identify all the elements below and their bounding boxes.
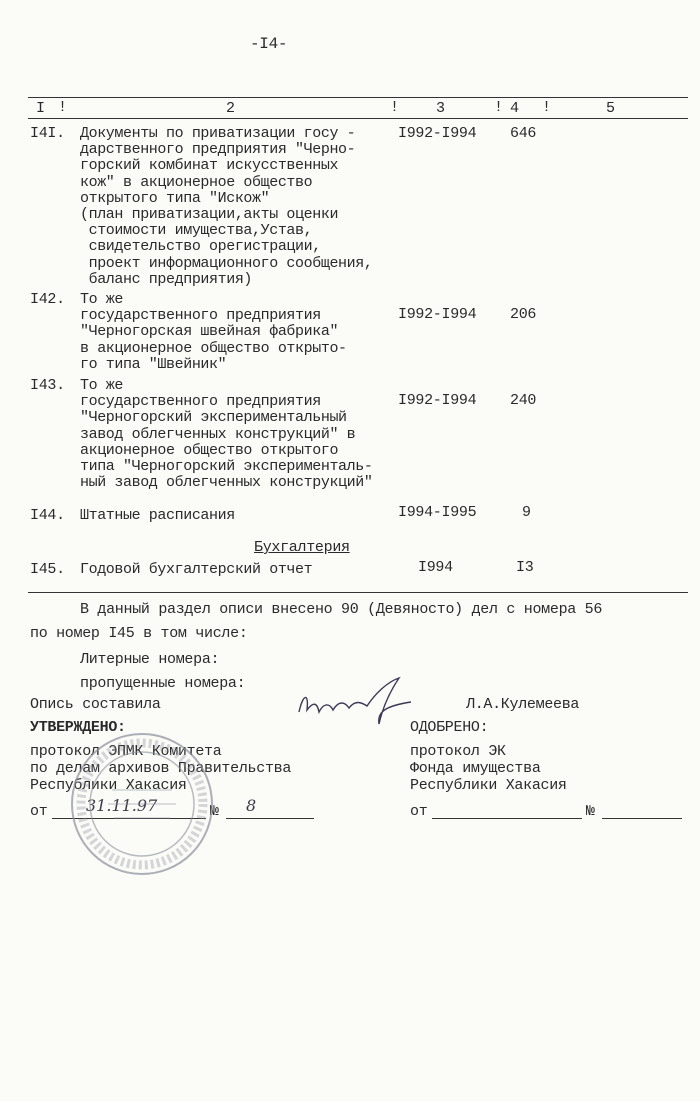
row-description — [80, 508, 235, 524]
desc-line: То же — [80, 291, 124, 308]
desc-line: "Черногорская швейная фабрика" — [80, 323, 339, 341]
column-header-2: 2 — [226, 100, 236, 117]
header-bottom-rule — [28, 118, 688, 119]
row-years: I994 — [418, 559, 453, 576]
desc-line: баланс предприятия) — [80, 270, 253, 288]
section-title: Бухгалтерия — [254, 539, 350, 556]
desc-line: государственного предприятия — [80, 393, 321, 411]
endorsed-label: ОДОБРЕНО: — [410, 719, 489, 736]
desc-line: Годовой бухгалтерский отчет — [80, 561, 313, 578]
approved-line: Республики Хакасия — [30, 777, 187, 794]
column-header-5: 5 — [606, 100, 616, 117]
row-number: I4I. — [30, 125, 65, 142]
desc-line: завод облегченных конструкций" в — [80, 425, 356, 443]
desc-line: типа "Черногорский эксперименталь- — [80, 458, 373, 476]
approved-no-line — [226, 802, 314, 819]
desc-line: Штатные расписания — [80, 507, 235, 524]
endorsed-line: протокол ЭК — [410, 743, 506, 760]
round-stamp-icon — [68, 730, 216, 878]
summary-line: по номер I45 в том числе: — [30, 625, 248, 642]
page-number: -I4- — [250, 35, 288, 53]
header-top-rule — [28, 97, 688, 98]
column-header-1: I — [36, 100, 46, 117]
row-years: I994-I995 — [398, 504, 477, 521]
desc-line: кож" в акционерное общество — [80, 173, 313, 191]
desc-line: государственного предприятия — [80, 307, 321, 325]
row-years: I992-I994 — [398, 125, 477, 142]
approved-date-prefix: от — [30, 803, 48, 820]
approved-label: УТВЕРЖДЕНО: — [30, 719, 126, 736]
row-description — [80, 562, 312, 578]
row-count: 646 — [510, 125, 537, 142]
endorsed-line: Республики Хакасия — [410, 777, 567, 794]
endorsed-date-prefix: от — [410, 803, 428, 820]
approved-no: 8 — [246, 796, 257, 815]
endorsed-line: Фонда имущества — [410, 760, 541, 777]
row-number: I42. — [30, 291, 65, 308]
endorsed-date-line — [432, 802, 582, 819]
table-bottom-rule — [28, 592, 688, 593]
column-separator: ! — [390, 99, 400, 116]
row-description — [80, 292, 347, 373]
row-years: I992-I994 — [398, 392, 477, 409]
desc-line: "Черногорский экспериментальный — [80, 409, 347, 427]
desc-line: проект информационного сообщения, — [80, 254, 373, 272]
signature — [295, 672, 415, 732]
column-separator: ! — [58, 99, 68, 116]
desc-line: ный завод облегченных конструкций" — [80, 474, 373, 492]
missing-numbers-label: пропущенные номера: — [80, 675, 246, 692]
compiled-by-label: Опись составила — [30, 696, 161, 713]
row-count: I3 — [516, 559, 534, 576]
summary-line: В данный раздел описи внесено 90 (Девяносто) дел с номера 56 — [80, 601, 603, 618]
desc-line: го типа "Швейник" — [80, 355, 227, 373]
desc-line: То же — [80, 377, 124, 394]
desc-line: стоимости имущества,Устав, — [80, 222, 313, 240]
row-count: 206 — [510, 306, 537, 323]
row-count: 9 — [522, 504, 531, 521]
endorsed-no-line — [602, 802, 682, 819]
desc-line: Документы по приватизации госу - — [80, 125, 356, 142]
desc-line: свидетельство орегистрации, — [80, 238, 321, 256]
column-separator: ! — [542, 99, 552, 116]
desc-line: в акционерное общество открыто- — [80, 339, 347, 357]
approved-no-prefix: № — [210, 803, 219, 820]
column-separator: ! — [494, 99, 504, 116]
approved-date: 31.11.97 — [86, 796, 158, 815]
row-number: I44. — [30, 507, 65, 524]
column-header-4: 4 — [510, 100, 520, 117]
desc-line: открытого типа "Искож" — [80, 189, 270, 207]
desc-line: дарственного предприятия "Черно- — [80, 141, 356, 159]
approved-line: протокол ЭПМК Комитета — [30, 743, 222, 760]
endorsed-no-prefix: № — [586, 803, 595, 820]
column-header-3: 3 — [436, 100, 446, 117]
row-description — [80, 126, 372, 288]
row-number: I43. — [30, 377, 65, 394]
desc-line: горский комбинат искусственных — [80, 157, 339, 175]
desc-line: (план приватизации,акты оценки — [80, 206, 339, 224]
desc-line: акционерное общество открытого — [80, 441, 339, 459]
approved-line: по делам архивов Правительства — [30, 760, 292, 777]
row-number: I45. — [30, 561, 65, 578]
row-count: 240 — [510, 392, 537, 409]
compiler-name: Л.А.Кулемеева — [466, 696, 580, 713]
row-description — [80, 378, 372, 491]
liter-numbers-label: Литерные номера: — [80, 651, 220, 668]
row-years: I992-I994 — [398, 306, 477, 323]
